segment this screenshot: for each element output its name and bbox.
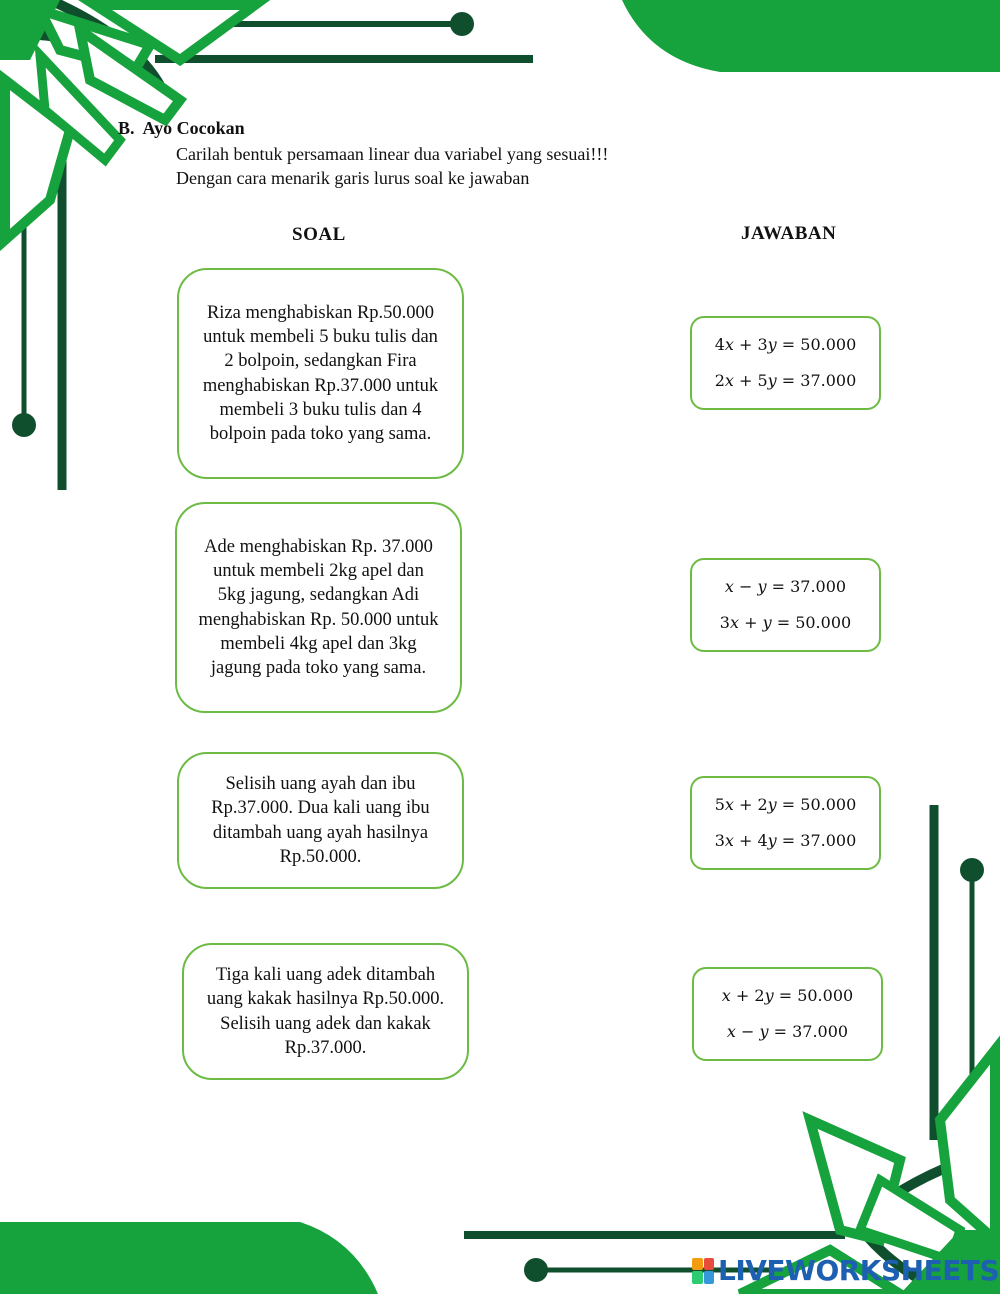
equation: 3𝑥 + 𝑦 = 50.000 <box>719 613 852 632</box>
soal-text: Tiga kali uang adek ditambah uang kakak hasilnya Rp.50.000. Selisih uang adek dan kakak Rp.37.000. <box>206 964 445 1058</box>
equation: 4𝑥 + 3𝑦 = 50.000 <box>714 335 857 354</box>
equation: 3𝑥 + 4𝑦 = 37.000 <box>714 831 857 850</box>
jawaban-box-1[interactable] <box>690 316 881 410</box>
soal-box-3[interactable] <box>177 752 464 889</box>
equation: 2𝑥 + 5𝑦 = 37.000 <box>714 371 857 390</box>
soal-box-1[interactable] <box>177 268 464 479</box>
equation: 𝑥 − 𝑦 = 37.000 <box>724 577 847 596</box>
jawaban-column-header: JAWABAN <box>741 223 837 244</box>
jawaban-box-3[interactable] <box>690 776 881 870</box>
soal-box-2[interactable] <box>175 502 462 713</box>
liveworksheets-icon <box>692 1258 714 1284</box>
equation: 𝑥 + 2𝑦 = 50.000 <box>721 986 854 1005</box>
instruction-line-1: Carilah bentuk persamaan linear dua variabel yang sesuai!!! <box>176 144 609 164</box>
soal-text: Riza menghabiskan Rp.50.000 untuk membeli 5 buku tulis dan 2 bolpoin, sedangkan Fira menghabiskan Rp.37.000 untuk membeli 3 buku tulis dan 4 bolpoin pada toko yang sama. <box>202 302 439 445</box>
jawaban-box-2[interactable] <box>690 558 881 652</box>
soal-text: Ade menghabiskan Rp. 37.000 untuk membeli 2kg apel dan 5kg jagung, sedangkan Adi menghabiskan Rp. 50.000 untuk membeli 4kg apel dan 3kg jagung pada toko yang sama. <box>198 536 439 679</box>
section-heading: B. Ayo Cocokan <box>118 118 245 138</box>
equation: 5𝑥 + 2𝑦 = 50.000 <box>714 795 857 814</box>
liveworksheets-logo <box>692 1254 999 1287</box>
soal-box-4[interactable] <box>182 943 469 1080</box>
soal-column-header: SOAL <box>292 224 346 245</box>
soal-text: Selisih uang ayah dan ibu Rp.37.000. Dua kali uang ibu ditambah uang ayah hasilnya Rp.50.000. <box>211 773 430 867</box>
equation: 𝑥 − 𝑦 = 37.000 <box>726 1022 849 1041</box>
logo-text: LIVEWORKSHEETS <box>718 1254 1000 1287</box>
instruction-line-2: Dengan cara menarik garis lurus soal ke jawaban <box>176 168 530 188</box>
jawaban-box-4[interactable] <box>692 967 883 1061</box>
